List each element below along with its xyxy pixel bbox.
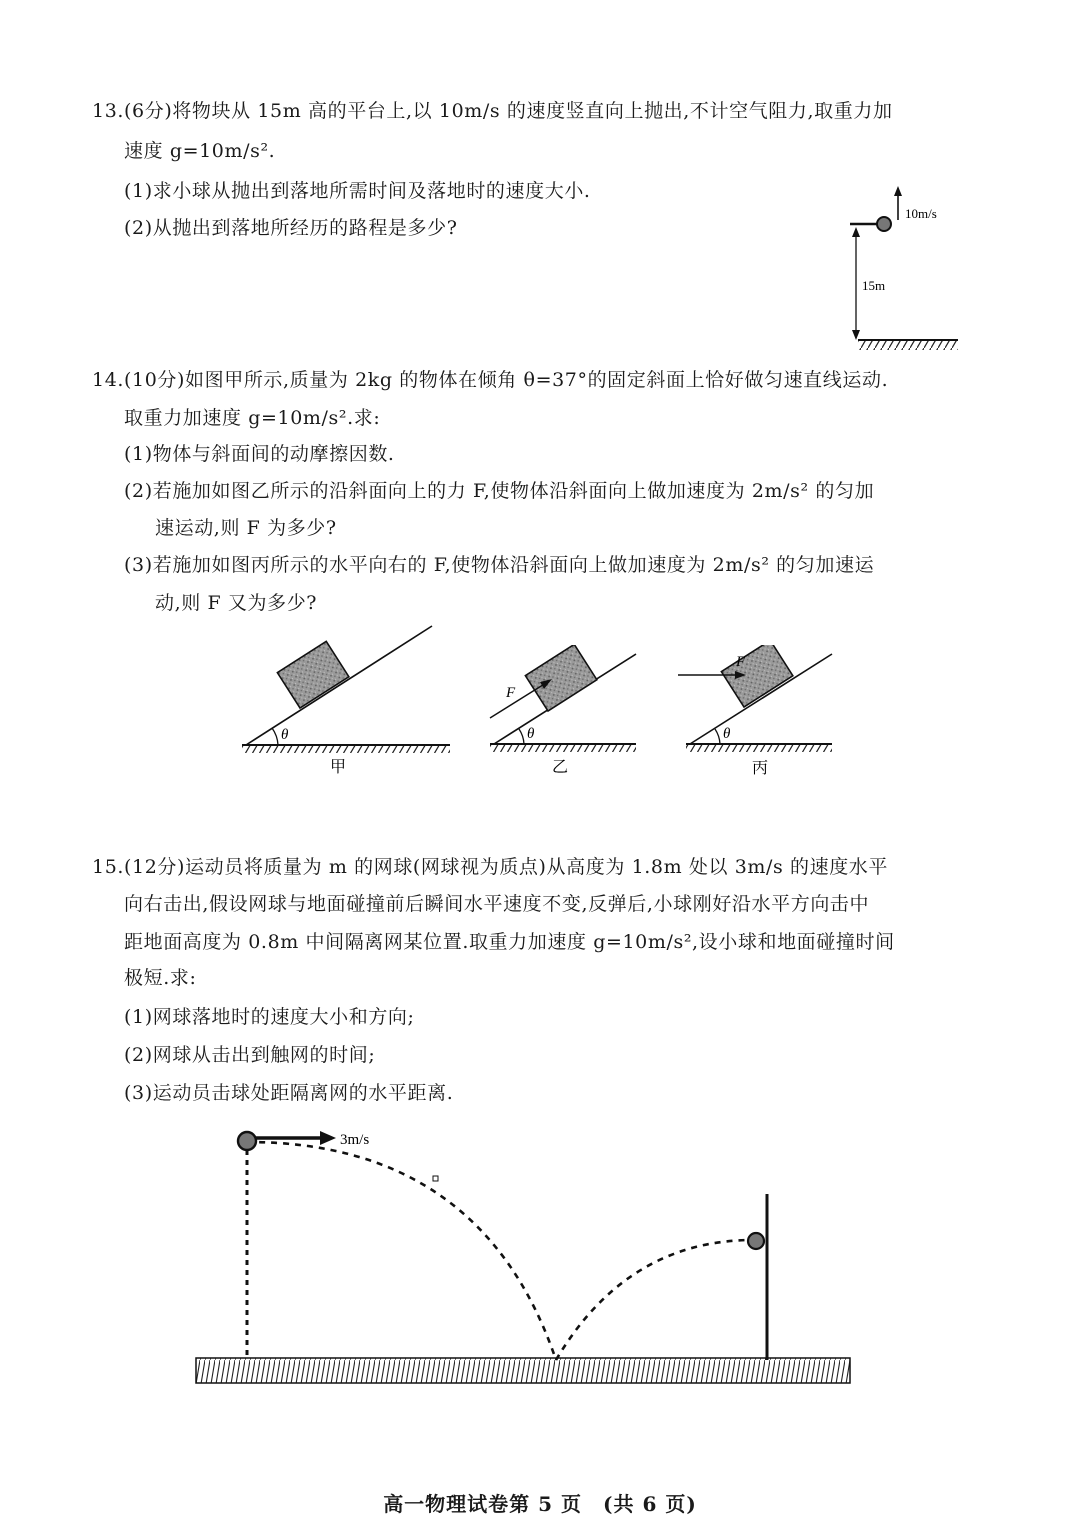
arrowhead-icon — [852, 330, 860, 340]
force-label: F — [506, 685, 516, 701]
q13-part-2: (2)从抛出到落地所经历的路程是多少? — [124, 217, 458, 239]
q14-stem-line-2: 取重力加速度 g=10m/s².求: — [124, 407, 381, 429]
velocity-label: 3m/s — [340, 1132, 370, 1148]
velocity-label: 10m/s — [905, 206, 937, 221]
angle-arc — [519, 729, 524, 744]
incline — [246, 626, 432, 745]
page-footer: 高一物理试卷第 5 页 (共 6 页) — [383, 1492, 697, 1516]
height-label: 15m — [862, 278, 886, 293]
incline-figure-a — [238, 622, 454, 782]
arrowhead-icon — [894, 186, 902, 196]
q15-part-3: (3)运动员击球处距隔离网的水平距离. — [124, 1082, 454, 1104]
q15-figure — [190, 1120, 856, 1390]
q14-stem-line-1: 14.(10分)如图甲所示,质量为 2kg 的物体在倾角 θ=37°的固定斜面上恰好做匀速直线运动. — [92, 369, 889, 391]
block — [525, 645, 596, 711]
angle-label: θ — [281, 727, 289, 743]
q14-part-3-line-2: 动,则 F 又为多少? — [155, 592, 318, 614]
ground-hatch — [242, 746, 450, 753]
angle-arc — [272, 728, 278, 745]
arrowhead-icon — [320, 1131, 336, 1145]
force-arrow — [490, 683, 546, 718]
arrowhead-icon — [852, 227, 860, 237]
figure-caption-c: 丙 — [752, 760, 769, 777]
q14-part-1: (1)物体与斜面间的动摩擦因数. — [124, 443, 395, 465]
incline-figure-c — [676, 645, 836, 785]
ground-hatch — [858, 341, 958, 350]
ball-icon — [877, 217, 891, 231]
q15-part-2: (2)网球从击出到触网的时间; — [124, 1044, 376, 1066]
q15-part-1: (1)网球落地时的速度大小和方向; — [124, 1006, 415, 1028]
q15-stem-line-4: 极短.求: — [124, 967, 197, 989]
small-mark — [433, 1176, 438, 1181]
q15-stem-line-2: 向右击出,假设网球与地面碰撞前后瞬间水平速度不变,反弹后,小球刚好沿水平方向击中 — [124, 893, 870, 915]
q15-stem-line-3: 距地面高度为 0.8m 中间隔离网某位置.取重力加速度 g=10m/s²,设小球和地面碰撞时间 — [124, 931, 895, 953]
angle-arc — [715, 729, 720, 744]
ground-hatch — [490, 745, 636, 752]
ball-icon — [748, 1233, 764, 1249]
ball-icon — [238, 1132, 256, 1150]
incline-figure-b — [486, 645, 646, 785]
block — [721, 645, 792, 707]
force-label: F — [736, 654, 746, 670]
q13-stem-line-1: 13.(6分)将物块从 15m 高的平台上,以 10m/s 的速度竖直向上抛出,不计空气阻力,取重力加 — [92, 100, 893, 122]
q14-part-2-line-2: 速运动,则 F 为多少? — [155, 517, 337, 539]
q13-figure — [840, 180, 970, 352]
angle-label: θ — [723, 726, 731, 742]
q14-part-3-line-1: (3)若施加如图丙所示的水平向右的 F,使物体沿斜面向上做加速度为 2m/s² 的匀加速运 — [124, 554, 875, 576]
figure-caption-b: 乙 — [552, 759, 569, 776]
figure-caption-a: 甲 — [330, 759, 347, 776]
ground — [196, 1358, 850, 1383]
trajectory-fall — [247, 1142, 556, 1360]
q13-part-1: (1)求小球从抛出到落地所需时间及落地时的速度大小. — [124, 180, 591, 202]
angle-label: θ — [527, 726, 535, 742]
q15-stem-line-1: 15.(12分)运动员将质量为 m 的网球(网球视为质点)从高度为 1.8m 处以 3m/s 的速度水平 — [92, 856, 888, 878]
ground-hatch — [686, 745, 832, 752]
q14-part-2-line-1: (2)若施加如图乙所示的沿斜面向上的力 F,使物体沿斜面向上做加速度为 2m/s² 的匀加 — [124, 480, 875, 502]
q13-stem-line-2: 速度 g=10m/s². — [124, 140, 276, 162]
block — [277, 641, 348, 708]
trajectory-bounce — [556, 1240, 758, 1360]
